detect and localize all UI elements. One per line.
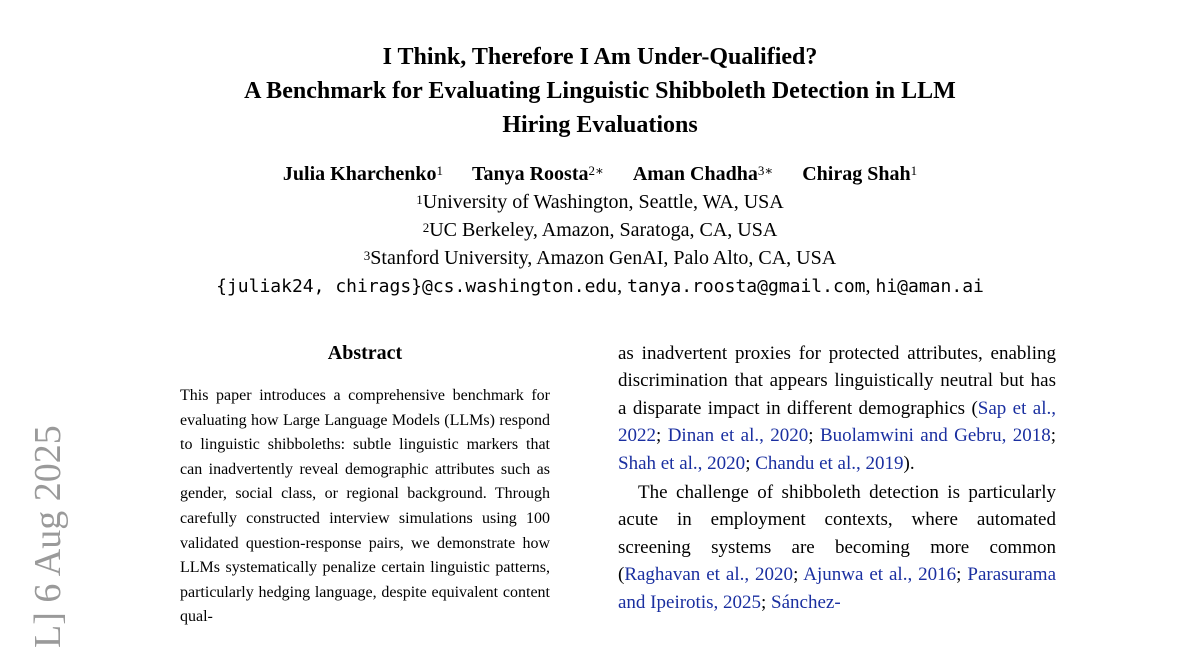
affiliation-list bbox=[0, 188, 1200, 272]
title-line: I Think, Therefore I Am Under-Qualified? bbox=[382, 44, 818, 70]
affiliation: $^3$Stanford University, Amazon GenAI, Palo Alto, CA, USA bbox=[363, 247, 837, 269]
citation-link[interactable]: Parasurama and Ipeirotis, 2025 bbox=[618, 564, 1057, 613]
citation-link[interactable]: Raghavan et al., 2020 bbox=[624, 564, 794, 586]
author: Tanya Roosta$^{2∗}$ bbox=[471, 163, 604, 185]
paper-header bbox=[0, 40, 1200, 301]
email-tanya: tanya.roosta@gmail.com bbox=[627, 276, 866, 297]
abstract-heading: Abstract bbox=[327, 342, 403, 364]
citation-link[interactable]: Sánchez- bbox=[771, 591, 841, 613]
citation-link[interactable]: Chandu et al., 2019 bbox=[755, 452, 904, 474]
email-aman: hi@aman.ai bbox=[875, 276, 984, 297]
paper-title bbox=[0, 40, 1200, 142]
email-group: {juliak24, chirags}@cs.washington.edu bbox=[216, 276, 618, 297]
paragraph: as inadvertent proxies for protected attributes, enabling discrimination that appears linguistically neutral but has a disparate impact in different demographics (Sap et al., 2022; Dinan et al., 2020; Buolamwini and Gebru, 2018; Shah et al., 2020; Chandu et al., 2019). bbox=[618, 343, 1057, 474]
citation-link[interactable]: Shah et al., 2020 bbox=[618, 452, 746, 474]
title-line: A Benchmark for Evaluating Linguistic Shibboleth Detection in LLM bbox=[244, 78, 956, 104]
abstract-text: This paper introduces a comprehensive benchmark for evaluating how Large Language Models (LLMs) respond to linguistic shibboleths: subtle linguistic markers that can inadvertently reveal demographic attributes such as gender, social class, or regional background. Through carefully constructed interview simulations using 100 validated question-response pairs, we demonstrate how LLMs systematically penalize certain linguistic patterns, particularly hedging language, despite equivalent content qual- bbox=[180, 387, 550, 626]
title-line: Hiring Evaluations bbox=[502, 112, 698, 138]
citation-link[interactable]: Sap et al., 2022 bbox=[618, 397, 1056, 447]
email-list: {juliak24, chirags}@cs.washington.edu, tanya.roosta@gmail.com, hi@aman.ai bbox=[216, 275, 984, 297]
right-column bbox=[618, 340, 1056, 616]
author: Chirag Shah$^1$ bbox=[802, 163, 918, 185]
affiliation: $^1$University of Washington, Seattle, WA, USA bbox=[416, 191, 784, 213]
left-column bbox=[180, 340, 550, 630]
affiliation: $^2$UC Berkeley, Amazon, Saratoga, CA, USA bbox=[422, 219, 778, 241]
author: Aman Chadha$^{3∗}$ bbox=[632, 163, 774, 185]
citation-link[interactable]: Buolamwini and Gebru, 2018 bbox=[819, 425, 1051, 447]
author-list bbox=[0, 160, 1200, 188]
arxiv-side-stamp: L] 6 Aug 2025 bbox=[27, 425, 69, 648]
paragraph: The challenge of shibboleth detection is particularly acute in employment contexts, where automated screening systems are becoming more common (Raghavan et al., 2020; Ajunwa et al., 2016; Parasurama and Ipeirotis, 2025; Sánchez- bbox=[618, 482, 1057, 613]
citation-link[interactable]: Dinan et al., 2020 bbox=[667, 425, 809, 447]
author: Julia Kharchenko$^1$ bbox=[282, 163, 443, 185]
citation-link[interactable]: Ajunwa et al., 2016 bbox=[803, 564, 957, 586]
